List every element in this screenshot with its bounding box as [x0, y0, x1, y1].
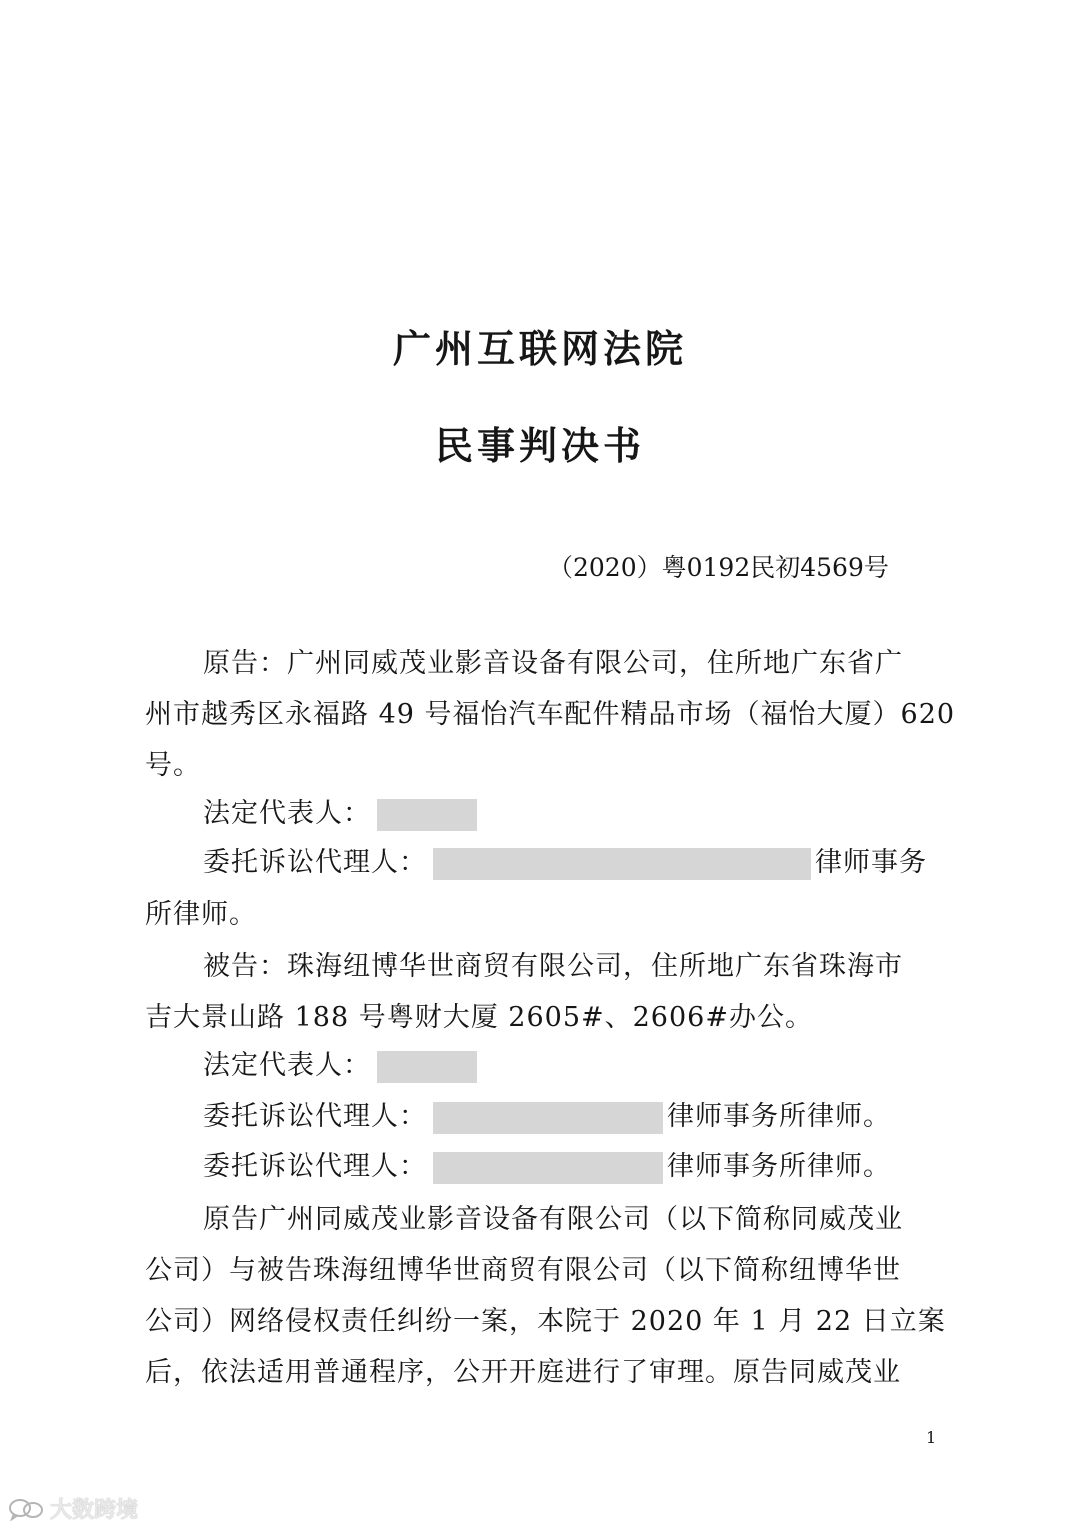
defendant-agent-2-label: 委托诉讼代理人： [203, 1151, 427, 1182]
case-number: （2020）粤0192民初4569号 [548, 553, 889, 582]
paragraph-line-4: 后，依法适用普通程序，公开开庭进行了审理。原告同威茂业 [145, 1357, 901, 1388]
plaintiff-agent-suffix: 律师事务 [815, 847, 927, 878]
plaintiff-agent-line-2: 所律师。 [145, 899, 257, 930]
plaintiff-legal-rep-label: 法定代表人： [203, 798, 371, 829]
watermark [8, 1493, 138, 1524]
plaintiff-line-3: 号。 [145, 750, 201, 781]
paragraph-line-2: 公司）与被告珠海纽博华世商贸有限公司（以下简称纽博华世 [145, 1255, 901, 1286]
watermark-text: 大数跨境 [50, 1498, 139, 1523]
defendant-line-2: 吉大景山路 188 号粤财大厦 2605#、2606#办公。 [145, 1002, 813, 1033]
defendant-agent-2-suffix: 律师事务所律师。 [667, 1151, 891, 1182]
paragraph-line-3: 公司）网络侵权责任纠纷一案，本院于 2020 年 1 月 22 日立案 [145, 1306, 946, 1337]
document-type: 民事判决书 [434, 423, 645, 468]
court-name: 广州互联网法院 [392, 326, 687, 371]
redaction-block [433, 1152, 663, 1184]
defendant-agent-1-suffix: 律师事务所律师。 [667, 1101, 891, 1132]
plaintiff-agent-label: 委托诉讼代理人： [203, 847, 427, 878]
defendant-legal-rep [203, 1049, 481, 1083]
defendant-agent-1 [203, 1100, 891, 1134]
plaintiff-line-2: 州市越秀区永福路 49 号福怡汽车配件精品市场（福怡大厦）620 [145, 699, 956, 730]
plaintiff-agent [203, 846, 927, 880]
redaction-block [433, 1102, 663, 1134]
page-number: 1 [926, 1428, 937, 1447]
defendant-line-1: 被告：珠海纽博华世商贸有限公司，住所地广东省珠海市 [203, 951, 903, 982]
redaction-block [377, 799, 477, 831]
defendant-legal-rep-label: 法定代表人： [203, 1050, 371, 1081]
chat-bubbles-icon [8, 1497, 44, 1521]
plaintiff-legal-rep [203, 797, 481, 831]
redaction-block [377, 1051, 477, 1083]
paragraph-line-1: 原告广州同威茂业影音设备有限公司（以下简称同威茂业 [203, 1204, 903, 1235]
defendant-agent-2 [203, 1150, 891, 1184]
redaction-block [433, 848, 811, 880]
defendant-agent-1-label: 委托诉讼代理人： [203, 1101, 427, 1132]
plaintiff-line-1: 原告：广州同威茂业影音设备有限公司，住所地广东省广 [203, 648, 903, 679]
